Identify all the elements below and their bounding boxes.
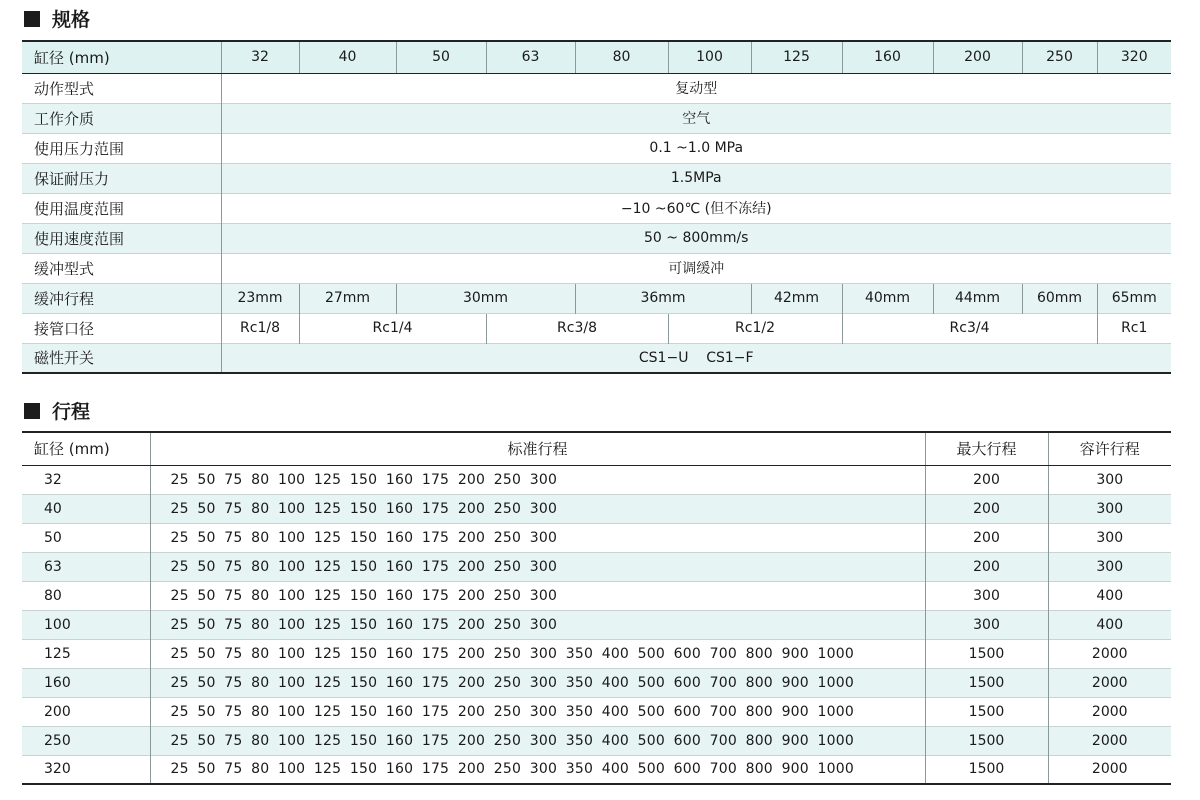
proof-pressure-row — [22, 163, 1171, 193]
table-row — [22, 755, 1171, 784]
cushion-type-row — [22, 253, 1171, 283]
allowable-stroke-cell: 2000 — [1048, 755, 1171, 784]
allowable-stroke-cell: 2000 — [1048, 668, 1171, 697]
table-row — [22, 726, 1171, 755]
bore-cell: 32 — [22, 465, 150, 494]
bore-cell: 200 — [22, 697, 150, 726]
max-stroke-cell: 200 — [925, 494, 1048, 523]
bore-cell: 40 — [22, 494, 150, 523]
table-row — [22, 552, 1171, 581]
standard-strokes-cell: 25 50 75 80 100 125 150 160 175 200 250 300 — [150, 523, 925, 552]
spec-table — [22, 40, 1171, 374]
medium-row — [22, 103, 1171, 133]
row-label: 动作型式 — [22, 73, 221, 103]
table-row — [22, 697, 1171, 726]
bore-320: 320 — [1097, 41, 1171, 73]
standard-strokes-cell: 25 50 75 80 100 125 150 160 175 200 250 300 — [150, 465, 925, 494]
standard-strokes-cell: 25 50 75 80 100 125 150 160 175 200 250 300 — [150, 494, 925, 523]
speed-range-row — [22, 223, 1171, 253]
allowable-stroke-cell: 300 — [1048, 552, 1171, 581]
allowable-stroke-cell: 2000 — [1048, 726, 1171, 755]
allowable-stroke-cell: 400 — [1048, 610, 1171, 639]
allowable-stroke-cell: 2000 — [1048, 639, 1171, 668]
bore-cell: 63 — [22, 552, 150, 581]
stroke-table — [22, 431, 1171, 785]
cushion-stroke-40: 27mm — [299, 283, 396, 313]
bore-cell: 320 — [22, 755, 150, 784]
proof-pressure-value: 1.5MPa — [221, 163, 1171, 193]
standard-strokes-cell: 25 50 75 80 100 125 150 160 175 200 250 300 350 400 500 600 700 800 900 1000 — [150, 726, 925, 755]
max-stroke-header: 最大行程 — [925, 432, 1048, 465]
stroke-section-title — [24, 397, 90, 424]
max-stroke-cell: 200 — [925, 465, 1048, 494]
table-row — [22, 610, 1171, 639]
bore-cell: 80 — [22, 581, 150, 610]
row-label: 使用压力范围 — [22, 133, 221, 163]
cushion-type-value: 可调缓冲 — [221, 253, 1171, 283]
standard-strokes-cell: 25 50 75 80 100 125 150 160 175 200 250 300 — [150, 552, 925, 581]
allowable-stroke-cell: 400 — [1048, 581, 1171, 610]
cushion-stroke-32: 23mm — [221, 283, 299, 313]
speed-range-value: 50 ~ 800mm/s — [221, 223, 1171, 253]
bore-250: 250 — [1022, 41, 1097, 73]
max-stroke-cell: 300 — [925, 581, 1048, 610]
stroke-header-row — [22, 432, 1171, 465]
bore-column-header: 缸径 (mm) — [22, 432, 150, 465]
spec-title-text: 规格 — [52, 9, 91, 31]
table-row — [22, 581, 1171, 610]
max-stroke-cell: 300 — [925, 610, 1048, 639]
port-size-32: Rc1/8 — [221, 313, 299, 343]
row-label: 工作介质 — [22, 103, 221, 133]
standard-strokes-cell: 25 50 75 80 100 125 150 160 175 200 250 300 350 400 500 600 700 800 900 1000 — [150, 755, 925, 784]
stroke-title-text: 行程 — [52, 401, 91, 423]
max-stroke-cell: 1500 — [925, 755, 1048, 784]
bore-32: 32 — [221, 41, 299, 73]
row-label: 缓冲型式 — [22, 253, 221, 283]
max-stroke-cell: 200 — [925, 523, 1048, 552]
port-size-160-250: Rc3/4 — [842, 313, 1097, 343]
max-stroke-cell: 1500 — [925, 697, 1048, 726]
temperature-range-value: −10 ~60℃ (但不冻结) — [221, 193, 1171, 223]
row-label: 使用速度范围 — [22, 223, 221, 253]
bore-cell: 160 — [22, 668, 150, 697]
cushion-stroke-160: 40mm — [842, 283, 933, 313]
port-size-row — [22, 313, 1171, 343]
allowable-stroke-header: 容许行程 — [1048, 432, 1171, 465]
bore-header-label: 缸径 (mm) — [22, 41, 221, 73]
allowable-stroke-cell: 300 — [1048, 523, 1171, 552]
table-row — [22, 465, 1171, 494]
allowable-stroke-cell: 2000 — [1048, 697, 1171, 726]
port-size-63-80: Rc3/8 — [486, 313, 668, 343]
cushion-stroke-125: 42mm — [751, 283, 842, 313]
bore-cell: 100 — [22, 610, 150, 639]
bore-100: 100 — [668, 41, 751, 73]
square-bullet-icon — [24, 11, 40, 27]
action-type-row — [22, 73, 1171, 103]
bore-50: 50 — [396, 41, 486, 73]
table-row — [22, 639, 1171, 668]
row-label: 磁性开关 — [22, 343, 221, 373]
magnetic-switch-row — [22, 343, 1171, 373]
bore-40: 40 — [299, 41, 396, 73]
bore-125: 125 — [751, 41, 842, 73]
bore-200: 200 — [933, 41, 1022, 73]
bore-80: 80 — [575, 41, 668, 73]
standard-stroke-header: 标准行程 — [150, 432, 925, 465]
cushion-stroke-row — [22, 283, 1171, 313]
square-bullet-icon — [24, 403, 40, 419]
row-label: 缓冲行程 — [22, 283, 221, 313]
table-row — [22, 668, 1171, 697]
cushion-stroke-250: 60mm — [1022, 283, 1097, 313]
cushion-stroke-50-63: 30mm — [396, 283, 575, 313]
bore-cell: 125 — [22, 639, 150, 668]
pressure-range-value: 0.1 ~1.0 MPa — [221, 133, 1171, 163]
standard-strokes-cell: 25 50 75 80 100 125 150 160 175 200 250 300 — [150, 610, 925, 639]
bore-cell: 50 — [22, 523, 150, 552]
max-stroke-cell: 200 — [925, 552, 1048, 581]
max-stroke-cell: 1500 — [925, 726, 1048, 755]
magnetic-switch-value: CS1−U CS1−F — [221, 343, 1171, 373]
max-stroke-cell: 1500 — [925, 639, 1048, 668]
cushion-stroke-200: 44mm — [933, 283, 1022, 313]
cushion-stroke-80-100: 36mm — [575, 283, 751, 313]
stroke-table-body — [22, 465, 1171, 784]
port-size-100-125: Rc1/2 — [668, 313, 842, 343]
action-type-value: 复动型 — [221, 73, 1171, 103]
row-label: 使用温度范围 — [22, 193, 221, 223]
row-label: 保证耐压力 — [22, 163, 221, 193]
allowable-stroke-cell: 300 — [1048, 465, 1171, 494]
table-row — [22, 523, 1171, 552]
spec-section-title — [24, 5, 90, 32]
allowable-stroke-cell: 300 — [1048, 494, 1171, 523]
port-size-40-50: Rc1/4 — [299, 313, 486, 343]
standard-strokes-cell: 25 50 75 80 100 125 150 160 175 200 250 300 — [150, 581, 925, 610]
medium-value: 空气 — [221, 103, 1171, 133]
standard-strokes-cell: 25 50 75 80 100 125 150 160 175 200 250 300 350 400 500 600 700 800 900 1000 — [150, 668, 925, 697]
bore-63: 63 — [486, 41, 575, 73]
bore-160: 160 — [842, 41, 933, 73]
bore-cell: 250 — [22, 726, 150, 755]
temperature-range-row — [22, 193, 1171, 223]
table-row — [22, 494, 1171, 523]
standard-strokes-cell: 25 50 75 80 100 125 150 160 175 200 250 300 350 400 500 600 700 800 900 1000 — [150, 639, 925, 668]
max-stroke-cell: 1500 — [925, 668, 1048, 697]
standard-strokes-cell: 25 50 75 80 100 125 150 160 175 200 250 300 350 400 500 600 700 800 900 1000 — [150, 697, 925, 726]
row-label: 接管口径 — [22, 313, 221, 343]
pressure-range-row — [22, 133, 1171, 163]
cushion-stroke-320: 65mm — [1097, 283, 1171, 313]
spec-header-row — [22, 41, 1171, 73]
port-size-320: Rc1 — [1097, 313, 1171, 343]
